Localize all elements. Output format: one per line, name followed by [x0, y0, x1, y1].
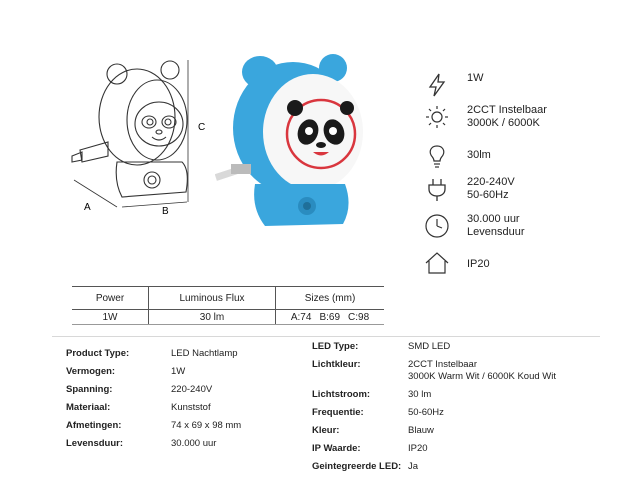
spec-lifetime-line2: Levensduur — [467, 226, 525, 238]
detail-value: IP20 — [408, 443, 428, 454]
spec-voltage — [424, 176, 624, 202]
dimension-c-label: C — [198, 122, 206, 133]
header-luminous-flux: Luminous Flux — [149, 287, 276, 310]
detail-row — [66, 383, 296, 397]
detail-key: Geintegreerde LED: — [312, 461, 402, 472]
header-sizes: Sizes (mm) — [276, 287, 385, 310]
bulb-icon — [424, 143, 450, 169]
spec-voltage-line2: 50-60Hz — [467, 189, 509, 201]
spec-ip-rating — [424, 250, 624, 276]
detail-row — [66, 419, 296, 433]
detail-key: Spanning: — [66, 384, 113, 395]
dimension-b-label: B — [162, 206, 169, 217]
detail-key: IP Waarde: — [312, 443, 361, 454]
detail-row — [66, 365, 296, 379]
detail-key: Frequentie: — [312, 407, 364, 418]
detail-value: 74 x 69 x 98 mm — [171, 420, 242, 431]
detail-key: Materiaal: — [66, 402, 111, 413]
size-c: C:98 — [348, 311, 370, 323]
spec-lumen — [424, 143, 624, 169]
spec-color-temperature — [424, 104, 624, 130]
detail-value: 220-240V — [171, 384, 213, 395]
detail-key: LED Type: — [312, 341, 359, 352]
spec-color-line2: 3000K / 6000K — [467, 117, 540, 129]
section-divider — [52, 336, 600, 337]
sun-icon — [424, 104, 450, 130]
plug-icon — [424, 176, 450, 202]
detail-key: Vermogen: — [66, 366, 116, 377]
spec-power-line1: 1W — [467, 72, 484, 84]
detail-row — [312, 424, 592, 438]
detail-key: Levensduur: — [66, 438, 124, 449]
detail-value-2: 3000K Warm Wit / 6000K Koud Wit — [408, 371, 557, 382]
detail-value: LED Nachtlamp — [171, 348, 238, 359]
detail-row — [66, 401, 296, 415]
size-a: A:74 — [290, 311, 312, 323]
detail-key: Lichtstroom: — [312, 389, 371, 400]
detail-row — [312, 406, 592, 420]
detail-value: 30.000 uur — [171, 438, 217, 449]
detail-key: Product Type: — [66, 348, 130, 359]
lightning-icon — [424, 72, 450, 98]
dimension-a-label: A — [84, 202, 91, 213]
dimension-drawing — [62, 52, 212, 222]
detail-row — [312, 460, 592, 474]
detail-row — [66, 347, 296, 361]
value-sizes — [276, 310, 385, 325]
summary-table — [72, 286, 384, 325]
spec-lifetime — [424, 213, 624, 239]
spec-voltage-line1: 220-240V — [467, 176, 515, 188]
detail-row — [66, 437, 296, 451]
spec-lifetime-line1: 30.000 uur — [467, 213, 520, 225]
house-icon — [424, 250, 450, 276]
detail-value: 50-60Hz — [408, 407, 444, 418]
detail-row — [312, 340, 592, 354]
product-photo — [215, 46, 365, 236]
detail-value: 30 lm — [408, 389, 432, 400]
detail-value: SMD LED — [408, 341, 451, 352]
detail-row — [312, 388, 592, 402]
value-luminous-flux: 30 lm — [149, 310, 276, 325]
detail-key: Lichtkleur: — [312, 359, 361, 370]
detail-key: Kleur: — [312, 425, 340, 436]
size-b: B:69 — [319, 311, 341, 323]
detail-value: 2CCT Instelbaar — [408, 359, 477, 370]
detail-value: 1W — [171, 366, 186, 377]
spec-lumen-line1: 30lm — [467, 149, 491, 161]
header-power: Power — [72, 287, 149, 310]
spec-power — [424, 72, 624, 98]
detail-value: Ja — [408, 461, 419, 472]
value-power: 1W — [72, 310, 149, 325]
detail-row — [312, 358, 592, 386]
clock-icon — [424, 213, 450, 239]
detail-value: Kunststof — [171, 402, 211, 413]
detail-key: Afmetingen: — [66, 420, 122, 431]
spec-ip-line1: IP20 — [467, 258, 490, 270]
detail-value: Blauw — [408, 425, 434, 436]
spec-color-line1: 2CCT Instelbaar — [467, 104, 547, 116]
detail-row — [312, 442, 592, 456]
